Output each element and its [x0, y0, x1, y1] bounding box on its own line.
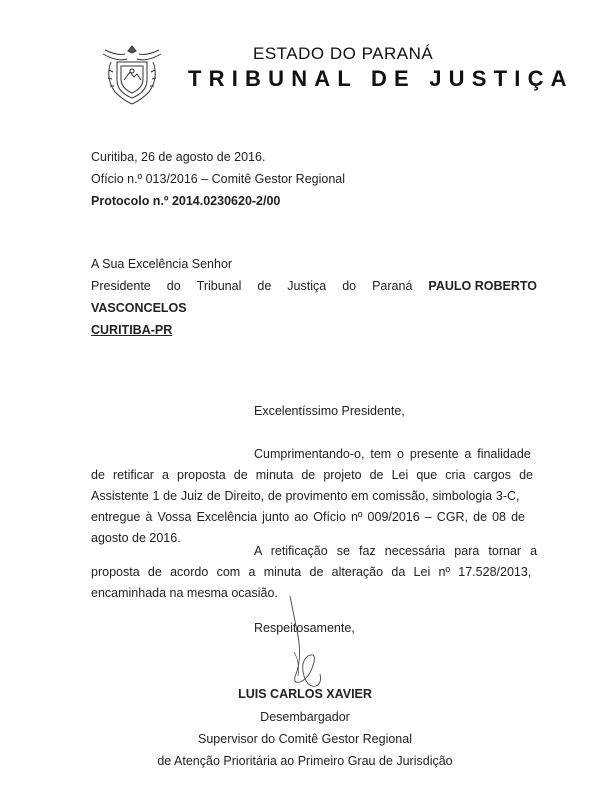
greeting: Excelentíssimo Presidente,	[254, 404, 405, 418]
addressee-city: CURITIBA-PR	[91, 323, 173, 337]
paragraph1-line5: agosto de 2016.	[91, 531, 181, 545]
coat-of-arms-icon	[97, 40, 167, 110]
addressee-name-part2: VASCONCELOS	[91, 301, 187, 315]
word: Presidente	[91, 279, 151, 293]
addressee-salutation: A Sua Excelência Senhor	[91, 257, 233, 271]
signer-role2: de Atenção Prioritária ao Primeiro Grau de Jurisdição	[157, 754, 453, 768]
paragraph1-line2: de retificar a proposta de minuta de projeto de Lei que cria cargos de	[91, 468, 533, 482]
addressee-name-part1: PAULO ROBERTO	[428, 279, 537, 293]
header-court: TRIBUNAL DE JUSTIÇA	[188, 66, 574, 91]
signer-role1: Supervisor do Comitê Gestor Regional	[198, 732, 412, 746]
closing: Respeitosamente,	[254, 621, 355, 635]
paragraph1-line4: entregue à Vossa Excelência junto ao Ofício nº 009/2016 – CGR, de 08 de	[91, 510, 525, 524]
date-line: Curitiba, 26 de agosto de 2016.	[91, 150, 266, 164]
word: do	[342, 279, 357, 293]
word: do	[166, 279, 181, 293]
signer-title: Desembargador	[260, 710, 350, 724]
handwritten-signature-icon	[272, 592, 332, 702]
word: Paraná	[372, 279, 413, 293]
oficio-line: Ofício n.º 013/2016 – Comitê Gestor Regional	[91, 172, 346, 186]
word: de	[257, 279, 272, 293]
paragraph-text: Cumprimentando-o, tem o presente a finalidade	[254, 447, 531, 461]
addressee-line	[91, 279, 537, 293]
header-state: ESTADO DO PARANÁ	[253, 44, 434, 63]
protocolo-line: Protocolo n.º 2014.0230620-2/00	[91, 194, 281, 208]
paragraph2-line2: proposta de acordo com a minuta de alteração da Lei nº 17.528/2013,	[91, 565, 532, 579]
paragraph2-line1: A retificação se faz necessária para tornar a	[254, 544, 538, 558]
paragraph1-line3: Assistente 1 de Juiz de Direito, de provimento em comissão, simbologia 3-C,	[91, 489, 520, 503]
word: Tribunal	[196, 279, 242, 293]
signer-name: LUIS CARLOS XAVIER	[238, 687, 372, 701]
paragraph1-line1	[254, 447, 537, 461]
paragraph2-line3: encaminhada na mesma ocasião.	[91, 586, 278, 600]
word: Justiça	[287, 279, 327, 293]
